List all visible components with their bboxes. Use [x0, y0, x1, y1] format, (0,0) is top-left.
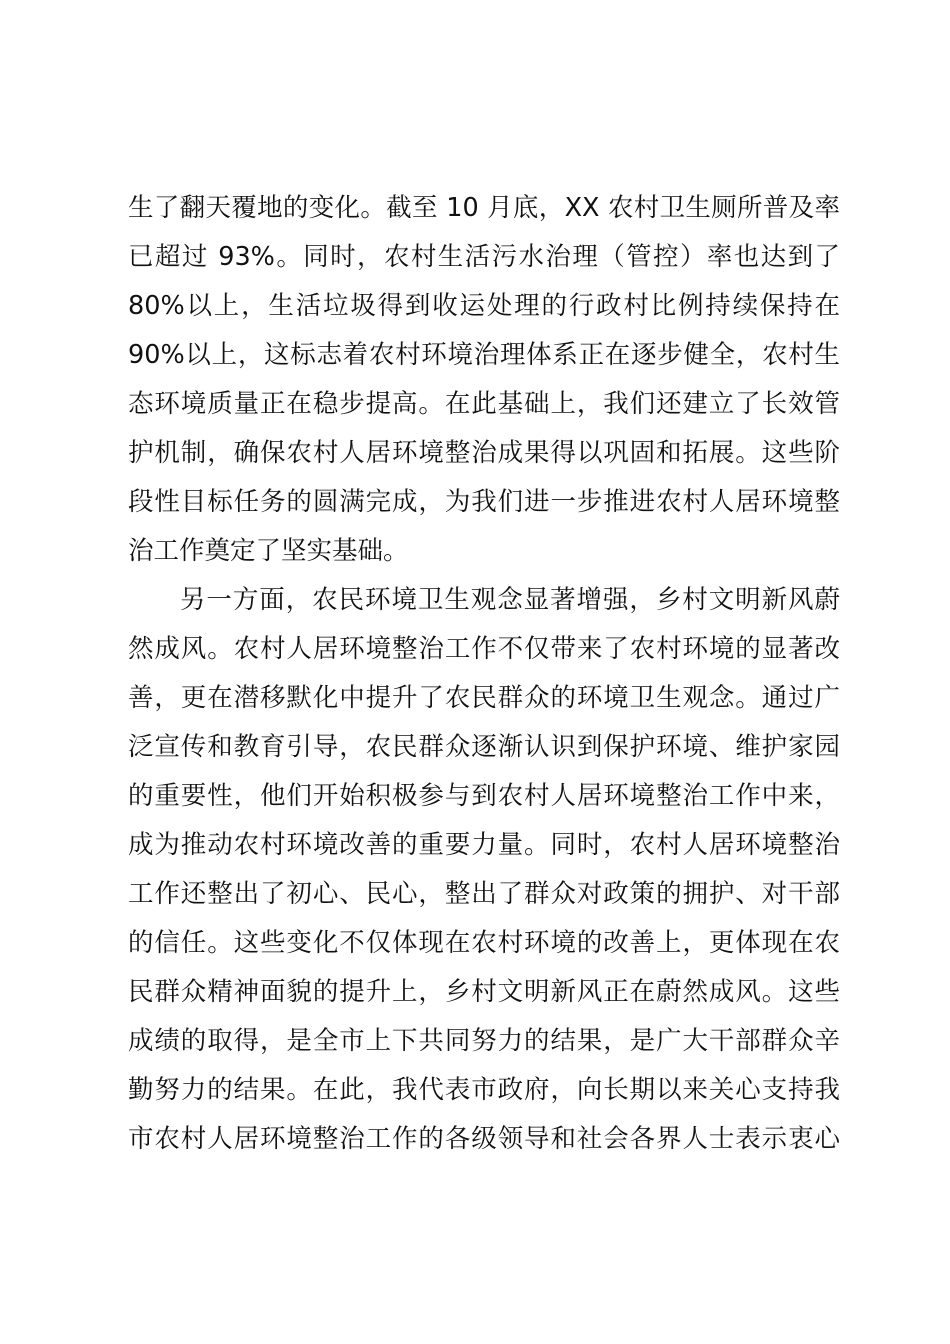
paragraph-1-line-7: 段性目标任务的圆满完成，为我们进一步推进农村人居环境整 [128, 487, 840, 517]
paragraph-2-line-8: 的信任。这些变化不仅体现在农村环境的改善上，更体现在农 [128, 928, 840, 958]
paragraph-2-line-9: 民群众精神面貌的提升上，乡村文明新风正在蔚然成风。这些 [128, 977, 840, 1007]
paragraph-1-line-3: 80%以上，生活垃圾得到收运处理的行政村比例持续保持在 [128, 291, 840, 321]
paragraph-2-line-3: 善，更在潜移默化中提升了农民群众的环境卫生观念。通过广 [128, 683, 840, 713]
paragraph-2-line-12: 市农村人居环境整治工作的各级领导和社会各界人士表示衷心 [128, 1124, 840, 1154]
paragraph-1-line-2: 已超过 93%。同时，农村生活污水治理（管控）率也达到了 [128, 242, 840, 272]
body-text [128, 184, 840, 1164]
paragraph-1-line-8: 治工作奠定了坚实基础。 [128, 536, 409, 566]
paragraph-1-line-4: 90%以上，这标志着农村环境治理体系正在逐步健全，农村生 [128, 340, 840, 370]
paragraph-1-line-6: 护机制，确保农村人居环境整治成果得以巩固和拓展。这些阶 [128, 438, 840, 468]
paragraph-2-line-10: 成绩的取得，是全市上下共同努力的结果，是广大干部群众辛 [128, 1026, 840, 1056]
paragraph-2-line-1: 另一方面，农民环境卫生观念显著增强，乡村文明新风蔚 [180, 585, 840, 615]
paragraph-2-line-5: 的重要性，他们开始积极参与到农村人居环境整治工作中来， [128, 781, 840, 811]
paragraph-1-line-5: 态环境质量正在稳步提高。在此基础上，我们还建立了长效管 [128, 389, 840, 419]
paragraph-2-line-11: 勤努力的结果。在此，我代表市政府，向长期以来关心支持我 [128, 1075, 840, 1105]
paragraph-2-line-6: 成为推动农村环境改善的重要力量。同时，农村人居环境整治 [128, 830, 840, 860]
paragraph-2-line-2: 然成风。农村人居环境整治工作不仅带来了农村环境的显著改 [128, 634, 840, 664]
paragraph-1-line-1: 生了翻天覆地的变化。截至 10 月底，XX 农村卫生厕所普及率 [128, 193, 840, 223]
paragraph-2-line-4: 泛宣传和教育引导，农民群众逐渐认识到保护环境、维护家园 [128, 732, 840, 762]
paragraph-2-line-7: 工作还整出了初心、民心，整出了群众对政策的拥护、对干部 [128, 879, 840, 909]
